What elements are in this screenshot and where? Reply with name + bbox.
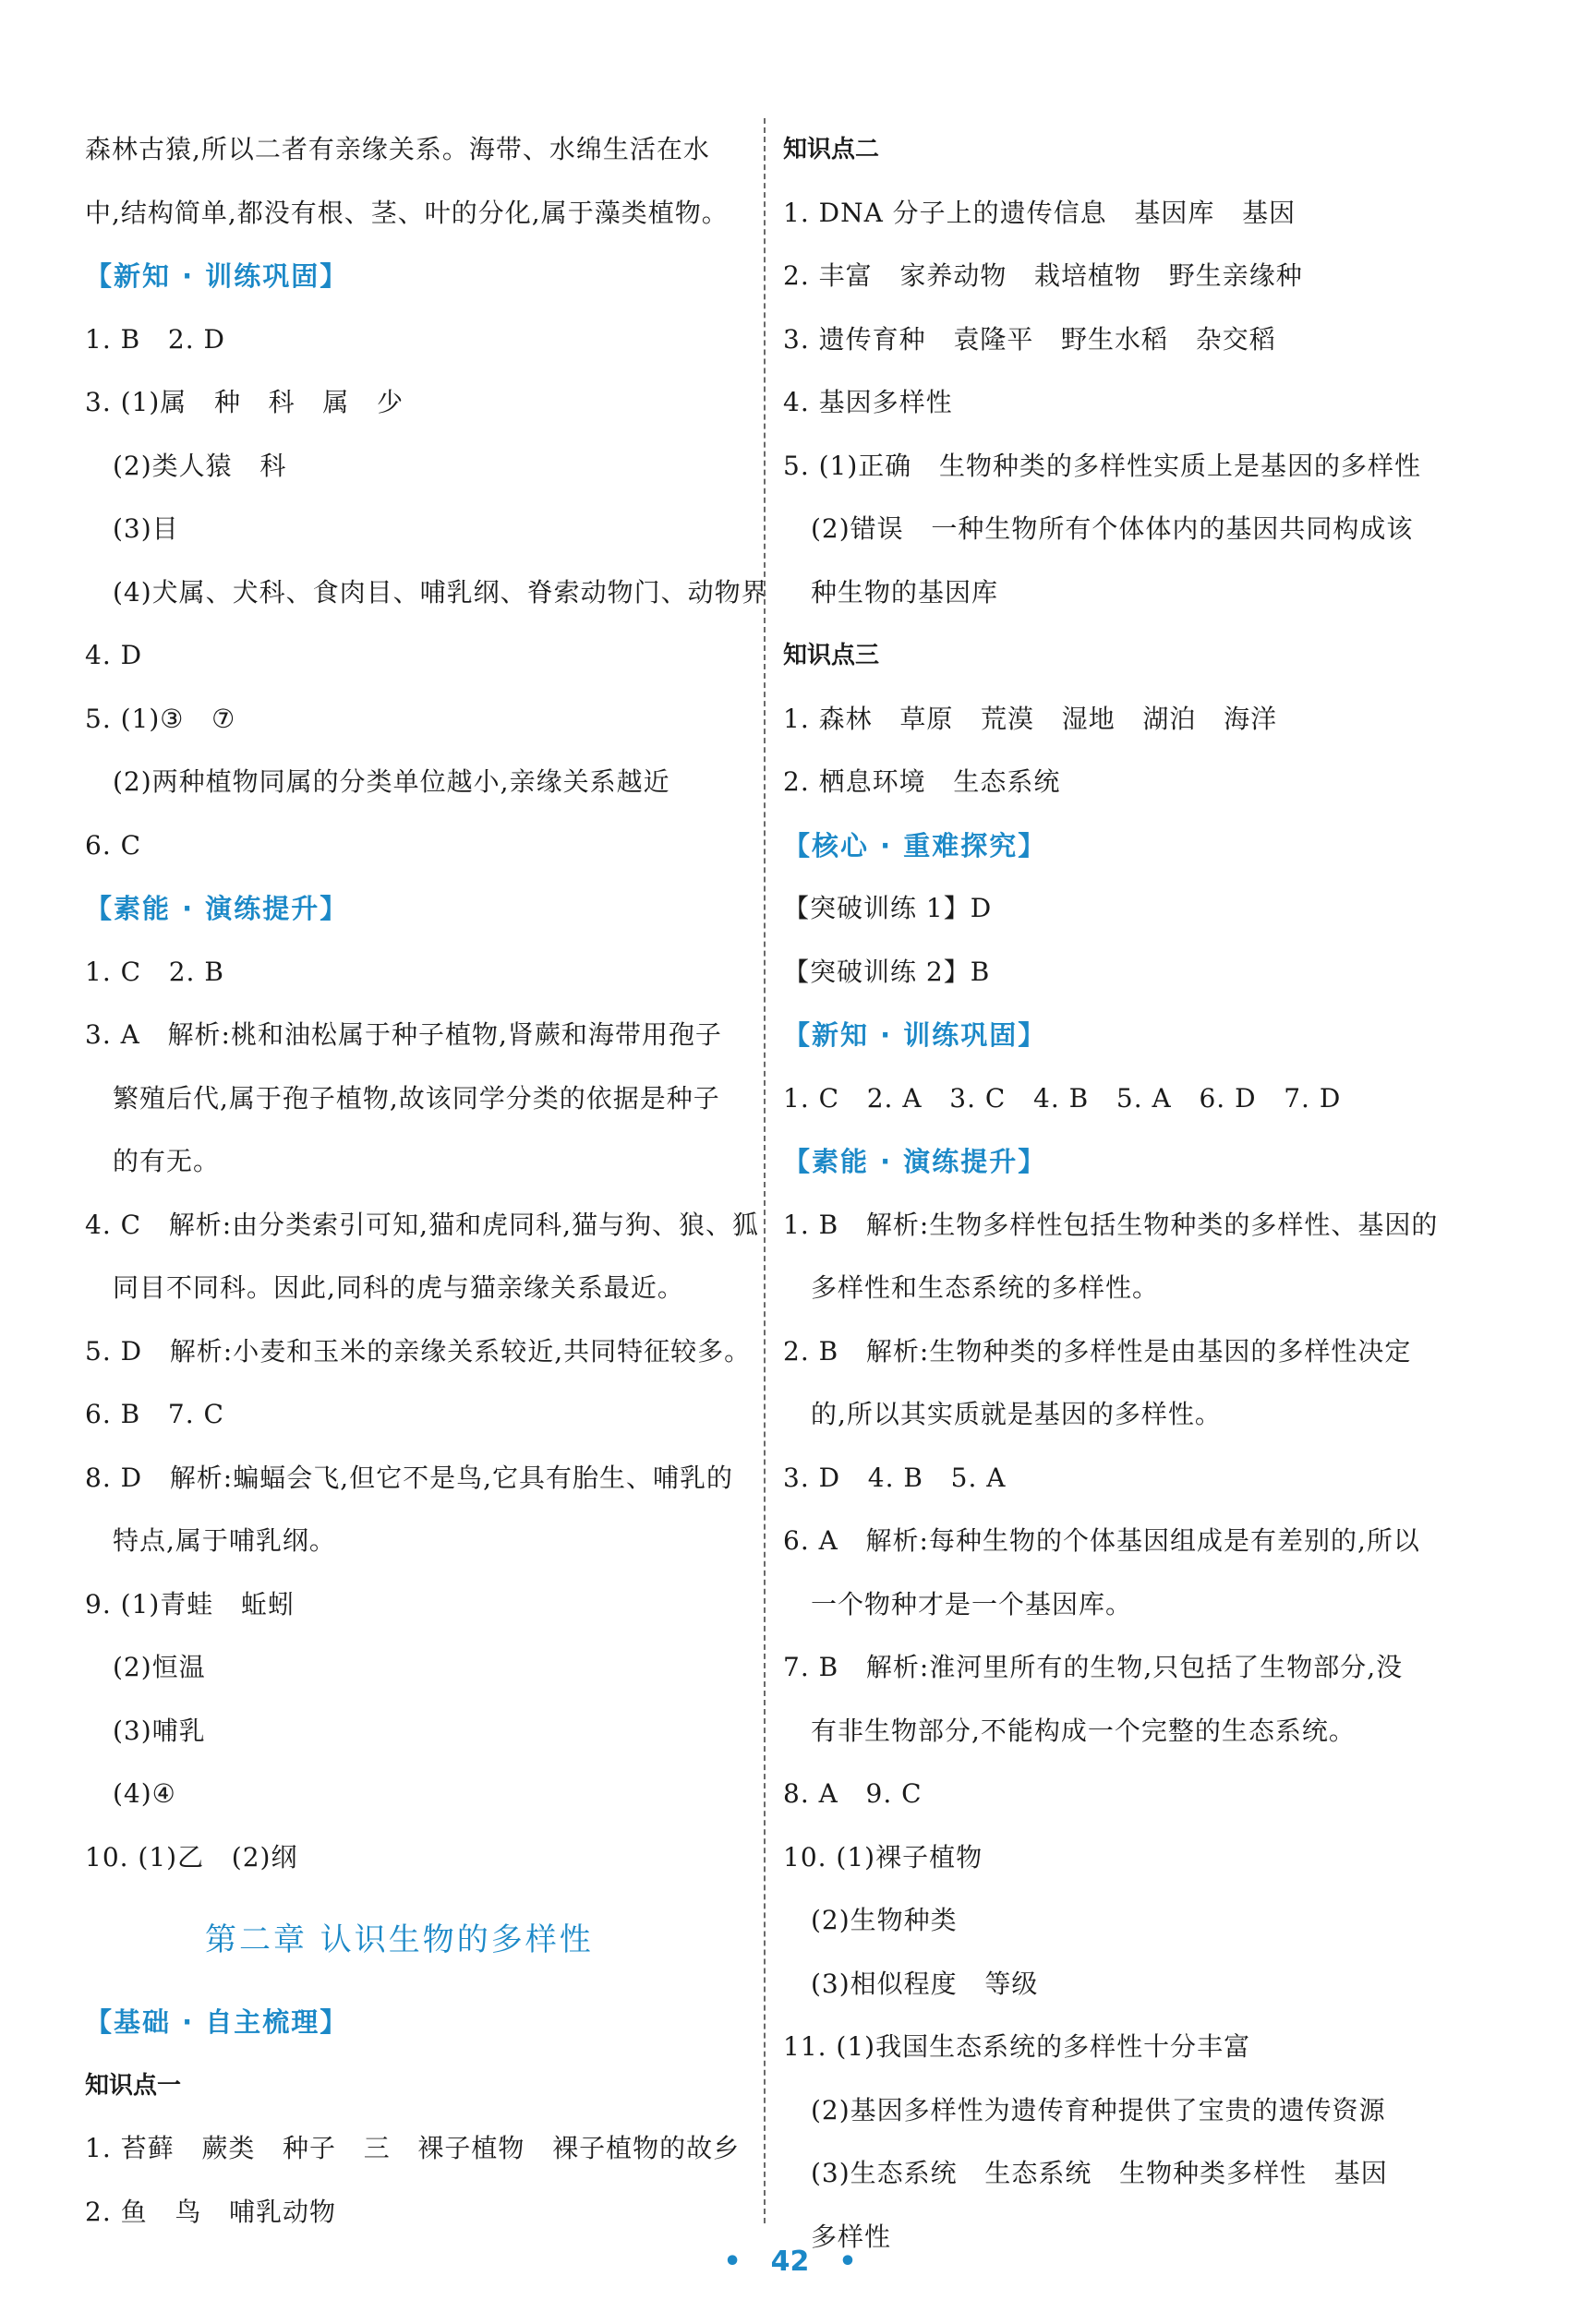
answer-line-indented: 多样性 [811, 2221, 892, 2252]
answer-line: 3. D 4. B 5. A [783, 1462, 1007, 1493]
answer-line: 4. C 解析:由分类索引可知,猫和虎同科,猫与狗、狼、狐 [85, 1209, 759, 1240]
answer-line: 6. C [85, 829, 142, 861]
answer-line-indented: (2)基因多样性为遗传育种提供了宝贵的遗传资源 [811, 2094, 1386, 2125]
answer-line: 1. B 2. D [85, 323, 225, 355]
answer-line-indented: (3)相似程度 等级 [811, 1968, 1039, 1999]
knowledge-point-title: 知识点一 [85, 2071, 182, 2100]
section-heading: 【新知 · 训练巩固】 [783, 1019, 1047, 1051]
page-number: 42 [770, 2246, 810, 2278]
answer-line-indented: 的有无。 [113, 1146, 221, 1176]
answer-line: 9. (1)青蛙 蚯蚓 [85, 1588, 295, 1620]
answer-line: 2. B 解析:生物种类的多样性是由基因的多样性决定 [783, 1335, 1412, 1367]
answer-line: 4. 基因多样性 [783, 387, 953, 417]
answer-line: 1. 森林 草原 荒漠 湿地 湖泊 海洋 [783, 703, 1278, 734]
answer-line: 中,结构简单,都没有根、茎、叶的分化,属于藻类植物。 [85, 197, 729, 228]
answer-line: 【突破训练 2】B [783, 956, 991, 987]
answer-line: 1. C 2. B [85, 956, 224, 987]
answer-line: 6. A 解析:每种生物的个体基因组成是有差别的,所以 [783, 1525, 1420, 1556]
section-heading: 【基础 · 自主梳理】 [85, 2006, 349, 2038]
answer-line: 7. B 解析:淮河里所有的生物,只包括了生物部分,没 [783, 1652, 1404, 1682]
answer-line-indented: (2)类人猿 科 [113, 450, 287, 481]
answer-line: 6. B 7. C [85, 1399, 224, 1429]
section-heading: 【核心 · 重难探究】 [783, 829, 1047, 861]
answer-line: 1. B 解析:生物多样性包括生物种类的多样性、基因的 [783, 1209, 1439, 1240]
answer-line-indented: 种生物的基因库 [811, 576, 999, 608]
answer-line: 4. D [85, 640, 143, 670]
knowledge-point-title: 知识点二 [783, 136, 880, 163]
page-footer [0, 2246, 1580, 2278]
answer-line-indented: (4)犬属、犬科、食肉目、哺乳纲、脊索动物门、动物界 [113, 576, 768, 608]
answer-line-indented: 有非生物部分,不能构成一个完整的生态系统。 [811, 1715, 1356, 1746]
answer-line-indented: (3)目 [113, 513, 179, 544]
answer-line: 10. (1)裸子植物 [783, 1841, 983, 1872]
answer-line-indented: 一个物种才是一个基因库。 [811, 1588, 1133, 1620]
answer-line: 3. 遗传育种 袁隆平 野生水稻 杂交稻 [783, 323, 1276, 355]
right-column [783, 118, 1494, 2269]
answer-line-indented: (2)错误 一种生物所有个体体内的基因共同构成该 [811, 513, 1414, 544]
answer-line: 3. (1)属 种 科 属 少 [85, 387, 404, 417]
answer-line-indented: (2)恒温 [113, 1652, 206, 1682]
answer-line-indented: 繁殖后代,属于孢子植物,故该同学分类的依据是种子 [113, 1082, 720, 1114]
answer-line-indented: (2)两种植物同属的分类单位越小,亲缘关系越近 [113, 766, 670, 797]
answer-line-indented: (4)④ [113, 1778, 176, 1809]
section-heading: 【素能 · 演练提升】 [783, 1146, 1047, 1177]
answer-line: 1. 苔藓 蕨类 种子 三 裸子植物 裸子植物的故乡 [85, 2133, 741, 2163]
answer-line: 5. (1)③ ⑦ [85, 703, 236, 734]
answer-line-indented: (2)生物种类 [811, 1905, 958, 1935]
answer-line-indented: 特点,属于哺乳纲。 [113, 1525, 336, 1556]
column-divider [764, 118, 766, 2223]
answer-line-indented: 多样性和生态系统的多样性。 [811, 1272, 1160, 1303]
answer-line: 2. 栖息环境 生态系统 [783, 766, 1061, 797]
answer-line-indented: 同目不同科。因此,同科的虎与猫亲缘关系最近。 [113, 1272, 684, 1303]
section-heading: 【新知 · 训练巩固】 [85, 260, 349, 292]
answer-line: 5. D 解析:小麦和玉米的亲缘关系较近,共同特征较多。 [85, 1335, 752, 1367]
answer-line: 森林古猿,所以二者有亲缘关系。海带、水绵生活在水 [85, 134, 710, 164]
left-column [85, 118, 768, 2244]
section-heading: 【素能 · 演练提升】 [85, 893, 349, 924]
answer-line-indented: (3)哺乳 [113, 1715, 206, 1746]
footer-dot-right: • [838, 2246, 857, 2278]
answer-line: 11. (1)我国生态系统的多样性十分丰富 [783, 2031, 1251, 2062]
answer-line: 10. (1)乙 (2)纲 [85, 1841, 298, 1872]
answer-line-indented: (3)生态系统 生态系统 生物种类多样性 基因 [811, 2158, 1388, 2188]
chapter-title: 第二章 认识生物的多样性 [205, 1921, 594, 1958]
answer-line: 1. C 2. A 3. C 4. B 5. A 6. D 7. D [783, 1082, 1342, 1114]
footer-dot-left: • [723, 2246, 742, 2278]
answer-line: 5. (1)正确 生物种类的多样性实质上是基因的多样性 [783, 450, 1421, 481]
knowledge-point-title: 知识点三 [783, 642, 880, 669]
answer-line: 3. A 解析:桃和油松属于种子植物,肾蕨和海带用孢子 [85, 1019, 722, 1050]
answer-line: 【突破训练 1】D [783, 893, 993, 923]
answer-line: 2. 鱼 鸟 哺乳动物 [85, 2196, 337, 2227]
answer-line: 2. 丰富 家养动物 栽培植物 野生亲缘种 [783, 260, 1303, 291]
answer-line: 8. A 9. C [783, 1778, 923, 1809]
answer-line: 8. D 解析:蝙蝠会飞,但它不是鸟,它具有胎生、哺乳的 [85, 1462, 734, 1493]
answer-line-indented: 的,所以其实质就是基因的多样性。 [811, 1399, 1222, 1429]
answer-line: 1. DNA 分子上的遗传信息 基因库 基因 [783, 197, 1297, 228]
